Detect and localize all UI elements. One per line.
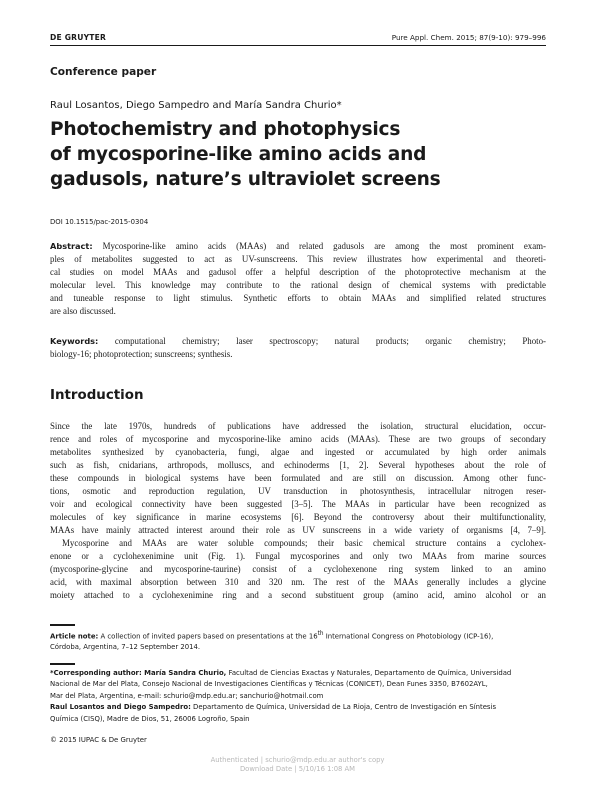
keywords-text: biology-16; photoprotection; sunscreens; synthesis. [50, 349, 233, 359]
body-line: MAAs have mainly attracted interest around their role as UV sunscreens in a wide variety of organisms [4, 7–9]. [50, 525, 546, 535]
abstract-text: Mycosporine-like amino acids (MAAs) and related gadusols are among the most prominent exam- [92, 241, 546, 251]
title-line: gadusols, nature’s ultraviolet screens [50, 169, 441, 190]
footnote-divider [50, 663, 75, 665]
watermark-line: Download Date | 5/10/16 1:08 AM [239, 765, 356, 773]
abstract-text: cal studies on model MAAs and gadusol offer a helpful description of the photoprotective mechanism at the [50, 267, 546, 277]
section-heading: Introduction [50, 388, 144, 403]
header-divider [50, 45, 546, 46]
abstract-label: Abstract: [50, 241, 93, 251]
body-paragraph [50, 537, 546, 602]
doi-link[interactable]: DOI 10.1515/pac-2015-0304 [50, 218, 149, 226]
body-line: enone or a cyclohexenimine unit (Fig. 1). Fungal mycosporines and only two MAAs from marine sources [50, 551, 546, 561]
ordinal-suffix: th [317, 631, 324, 637]
article-type: Conference paper [50, 66, 157, 78]
abstract-text: molecular level. This knowledge may contribute to the rational design of chemical systems with predictable [50, 280, 546, 290]
body-line: metabolites synthesized by cyanobacteria, fungi, algae and ingested or accumulated by high order animals [50, 447, 546, 457]
article-note-text: International Congress on Photobiology (ICP-16), [323, 632, 494, 641]
body-line: molecules of key significance in marine ecosystems [6]. Beyond the controversy about their multifunctionality, [50, 512, 546, 522]
footnote-divider [50, 624, 75, 626]
keywords-label: Keywords: [50, 336, 99, 346]
body-line: Since the late 1970s, hundreds of publications have addressed the isolation, structural elucidation, occur- [50, 421, 546, 431]
body-line: rence and roles of mycosporine and mycosporine-like amino acids (MAAs). These are two groups of secondary [50, 434, 546, 444]
body-line: voir and ecological connectivity have been suggested [3–5]. The MAAs in particular have been recognized as [50, 499, 546, 509]
affiliation-text: Mar del Plata, Argentina, e-mail: schurio@mdp.edu.ar; sanchurio@hotmail.com [50, 691, 324, 700]
watermark-line: Authenticated | schurio@mdp.edu.ar author's copy [210, 756, 385, 764]
abstract-text: and tuneable response to light stimulus. Synthetic efforts to obtain MAAs and simplified related structures [50, 293, 546, 303]
body-line: these compounds in biological systems have been formulated and are still on discussion. Among other func- [50, 473, 546, 483]
author-list: Raul Losantos, Diego Sampedro and María Sandra Churio* [50, 100, 342, 111]
article-note-text: A collection of invited papers based on presentations at the 16 [98, 632, 318, 641]
article-note-label: Article note: [50, 632, 99, 641]
affiliation-text: Departamento de Química, Universidad de La Rioja, Centro de Investigación en Síntesis [190, 703, 497, 712]
affiliation-text: Nacional de Mar del Plata, Consejo Nacional de Investigaciones Científicas y Técnicas (CONICET), Dean Funes 3350, B7602AYL, [50, 680, 488, 689]
body-line: such as fish, cnidarians, arthropods, molluscs, and echinoderms [1, 2]. Several hypotheses about the role of [50, 460, 546, 470]
body-line: tions, osmotic and reproduction regulation, UV transduction in photosynthesis, intracellular nitrogen reser- [50, 486, 546, 496]
coauthors-label: Raul Losantos and Diego Sampedro: [50, 703, 191, 712]
corresponding-author-note [50, 668, 546, 725]
keywords [50, 335, 546, 361]
journal-citation: Pure Appl. Chem. 2015; 87(9-10): 979–996 [391, 33, 546, 42]
body-line: Mycosporine and MAAs are water soluble compounds; their basic chemical structure contains a cyclohex- [62, 538, 546, 548]
title-line: of mycosporine-like amino acids and [50, 144, 427, 165]
article-note-text: Córdoba, Argentina, 7–12 September 2014. [50, 643, 201, 652]
abstract-text: ples of metabolites suggested to act as UV-sunscreens. This review illustrates how experimental and theoreti- [50, 254, 546, 264]
affiliation-text: Química (CISQ), Madre de Dios, 51, 26006 Logroño, Spain [50, 714, 250, 723]
abstract-text: are also discussed. [50, 306, 116, 316]
body-line: (mycosporine-glycine and mycosporine-taurine) consist of a cyclohexenone ring system linked to an amino [50, 564, 546, 574]
corresponding-author-label: *Corresponding author: María Sandra Churio, [50, 669, 227, 677]
abstract [50, 240, 546, 318]
body-paragraph [50, 420, 546, 537]
body-line: acid, with maximal absorption between 310 and 320 nm. The rest of the MAAs generally includes a glycine [50, 577, 546, 587]
keywords-text: computational chemistry; laser spectroscopy; natural products; organic chemistry; Photo- [98, 336, 546, 346]
affiliation-text: Facultad de Ciencias Exactas y Naturales, Departamento de Química, Universidad [226, 669, 512, 677]
paper-title [50, 117, 520, 192]
article-note [50, 629, 546, 653]
download-watermark [0, 756, 595, 774]
publisher-name: DE GRUYTER [50, 33, 107, 42]
body-line: moiety attached to a cyclohexenimine ring and a second substituent group (amino acid, amino alcohol or an [50, 590, 546, 600]
title-line: Photochemistry and photophysics [50, 119, 401, 140]
copyright-notice: © 2015 IUPAC & De Gruyter [50, 736, 147, 744]
